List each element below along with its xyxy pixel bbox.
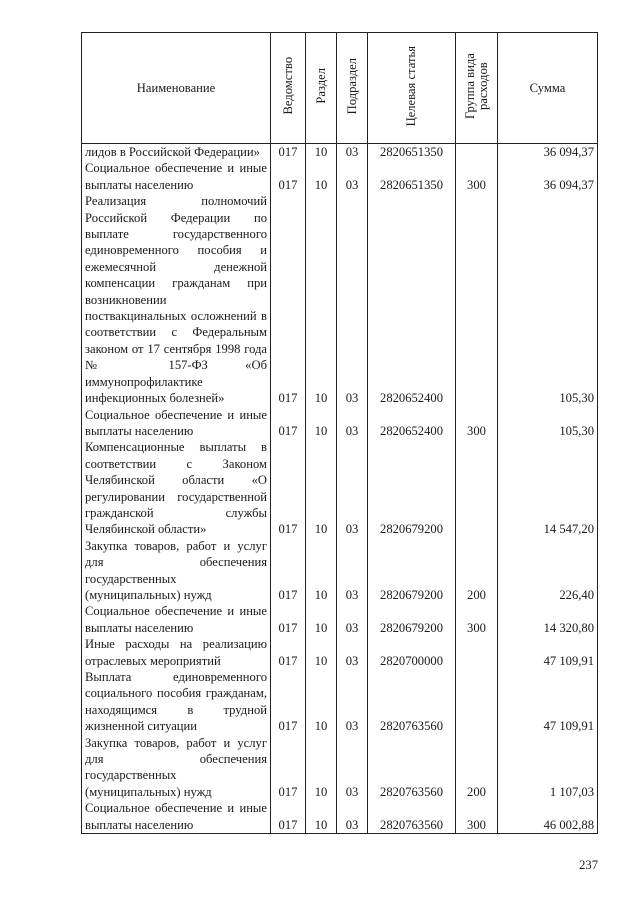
row-amount-cell: 14 320,80 xyxy=(498,603,598,636)
row-section-cell: 10 xyxy=(306,407,337,440)
row-amount-cell: 36 094,37 xyxy=(498,160,598,193)
row-group-cell xyxy=(456,669,498,735)
table-row xyxy=(82,160,598,193)
row-group-cell: 300 xyxy=(456,407,498,440)
row-name-cell: Социальное обеспечение и иные выплаты населению xyxy=(82,603,271,636)
table-row xyxy=(82,193,598,406)
row-name-cell: Выплата единовременного социального пособия гражданам, находящимся в трудной жизненной ситуации xyxy=(82,669,271,735)
row-subsection-cell: 03 xyxy=(337,538,368,604)
row-subsection-cell: 03 xyxy=(337,144,368,161)
row-section-cell: 10 xyxy=(306,144,337,161)
row-amount-cell: 36 094,37 xyxy=(498,144,598,161)
row-department-cell: 017 xyxy=(271,193,306,406)
row-section-cell: 10 xyxy=(306,800,337,833)
row-subsection-cell: 03 xyxy=(337,193,368,406)
row-name-cell: Закупка товаров, работ и услуг для обеспечения государственных (муниципальных) нужд xyxy=(82,735,271,801)
row-target-cell: 2820763560 xyxy=(368,735,456,801)
header-subsection: Подраздел xyxy=(337,33,368,144)
row-name-cell: Социальное обеспечение и иные выплаты населению xyxy=(82,160,271,193)
row-department-cell: 017 xyxy=(271,800,306,833)
header-section: Раздел xyxy=(306,33,337,144)
row-name-cell: Социальное обеспечение и иные выплаты населению xyxy=(82,407,271,440)
row-subsection-cell: 03 xyxy=(337,407,368,440)
row-target-cell: 2820651350 xyxy=(368,160,456,193)
row-department-cell: 017 xyxy=(271,669,306,735)
row-amount-cell: 226,40 xyxy=(498,538,598,604)
row-department-cell: 017 xyxy=(271,407,306,440)
row-group-cell: 300 xyxy=(456,160,498,193)
row-department-cell: 017 xyxy=(271,735,306,801)
row-department-cell: 017 xyxy=(271,439,306,537)
row-subsection-cell: 03 xyxy=(337,160,368,193)
row-name-cell: Иные расходы на реализацию отраслевых мероприятий xyxy=(82,636,271,669)
row-section-cell: 10 xyxy=(306,636,337,669)
row-section-cell: 10 xyxy=(306,538,337,604)
row-amount-cell: 105,30 xyxy=(498,193,598,406)
row-target-cell: 2820679200 xyxy=(368,603,456,636)
table-row xyxy=(82,407,598,440)
table-row xyxy=(82,439,598,537)
row-subsection-cell: 03 xyxy=(337,735,368,801)
row-subsection-cell: 03 xyxy=(337,439,368,537)
row-amount-cell: 1 107,03 xyxy=(498,735,598,801)
row-name-cell: Компенсационные выплаты в соответствии с Законом Челябинской области «О регулировании государственной гражданской службы Челябинской области» xyxy=(82,439,271,537)
row-department-cell: 017 xyxy=(271,538,306,604)
row-group-cell: 200 xyxy=(456,538,498,604)
row-amount-cell: 105,30 xyxy=(498,407,598,440)
header-name: Наименование xyxy=(82,33,271,144)
row-target-cell: 2820652400 xyxy=(368,193,456,406)
header-target-article: Целевая статья xyxy=(368,33,456,144)
page-number: 237 xyxy=(579,858,598,872)
row-name-cell: Социальное обеспечение и иные выплаты населению xyxy=(82,800,271,833)
row-group-cell: 300 xyxy=(456,800,498,833)
table-row xyxy=(82,144,598,161)
row-target-cell: 2820679200 xyxy=(368,439,456,537)
row-amount-cell: 46 002,88 xyxy=(498,800,598,833)
budget-table xyxy=(81,32,598,834)
row-target-cell: 2820763560 xyxy=(368,800,456,833)
row-subsection-cell: 03 xyxy=(337,669,368,735)
row-group-cell: 300 xyxy=(456,603,498,636)
row-name-cell: Реализация полномочий Российской Федерации по выплате государственного единовременного пособия и ежемесячной денежной компенсации гражданам при возникновении поствакцинальных осложнений в соответствии с Федеральным законом от 17 сентября 1998 года № 157-ФЗ «Об иммунопрофилактике инфекционных болезней» xyxy=(82,193,271,406)
row-target-cell: 2820763560 xyxy=(368,669,456,735)
header-expense-group: Группа вида расходов xyxy=(456,33,498,144)
table-row xyxy=(82,800,598,833)
row-group-cell xyxy=(456,193,498,406)
row-target-cell: 2820700000 xyxy=(368,636,456,669)
row-target-cell: 2820651350 xyxy=(368,144,456,161)
row-amount-cell: 47 109,91 xyxy=(498,636,598,669)
table-row xyxy=(82,538,598,604)
row-department-cell: 017 xyxy=(271,636,306,669)
table-row xyxy=(82,636,598,669)
row-department-cell: 017 xyxy=(271,144,306,161)
row-section-cell: 10 xyxy=(306,669,337,735)
row-amount-cell: 14 547,20 xyxy=(498,439,598,537)
row-department-cell: 017 xyxy=(271,603,306,636)
row-department-cell: 017 xyxy=(271,160,306,193)
row-target-cell: 2820679200 xyxy=(368,538,456,604)
row-group-cell xyxy=(456,439,498,537)
row-target-cell: 2820652400 xyxy=(368,407,456,440)
header-amount: Сумма xyxy=(498,33,598,144)
row-section-cell: 10 xyxy=(306,193,337,406)
row-section-cell: 10 xyxy=(306,160,337,193)
table-row xyxy=(82,669,598,735)
table-row xyxy=(82,603,598,636)
row-name-cell: Закупка товаров, работ и услуг для обеспечения государственных (муниципальных) нужд xyxy=(82,538,271,604)
table-row xyxy=(82,735,598,801)
row-amount-cell: 47 109,91 xyxy=(498,669,598,735)
row-section-cell: 10 xyxy=(306,735,337,801)
row-section-cell: 10 xyxy=(306,439,337,537)
row-subsection-cell: 03 xyxy=(337,603,368,636)
table-header-row xyxy=(82,33,598,144)
header-department: Ведомство xyxy=(271,33,306,144)
row-group-cell: 200 xyxy=(456,735,498,801)
table-body xyxy=(82,144,598,834)
row-group-cell xyxy=(456,636,498,669)
row-name-cell: лидов в Российской Федерации» xyxy=(82,144,271,161)
row-subsection-cell: 03 xyxy=(337,800,368,833)
row-group-cell xyxy=(456,144,498,161)
row-subsection-cell: 03 xyxy=(337,636,368,669)
row-section-cell: 10 xyxy=(306,603,337,636)
